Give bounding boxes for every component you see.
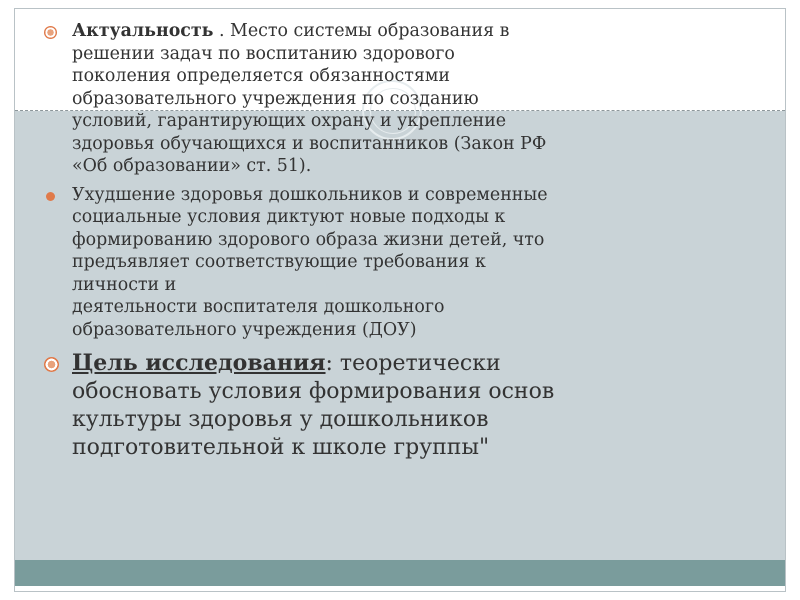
bullet-line: подготовительной к школе группы"	[72, 435, 490, 460]
bullet-line: культуры здоровья у дошкольников	[72, 407, 489, 432]
bullet-line: личности и	[72, 274, 177, 295]
bullet-line: формированию здорового образа жизни детей, что	[72, 229, 545, 250]
relevance-heading: Актуальность	[72, 21, 214, 41]
bullet-icon	[44, 26, 57, 39]
goal-heading: Цель исследования	[72, 350, 326, 376]
bullet-line	[72, 349, 684, 378]
bullet-line: решении задач по воспитанию здорового	[72, 43, 455, 64]
bullet-line	[72, 20, 684, 43]
bullet-line: образовательного учреждения по созданию	[72, 88, 479, 109]
bullet-line: условий, гарантирующих охрану и укрепление	[72, 111, 507, 131]
bullet-icon	[46, 192, 55, 201]
bullet-line: здоровья обучающихся и воспитанников (Закон РФ	[72, 133, 547, 154]
bullet-text: . Место системы образования в	[213, 21, 510, 41]
bullet-line: предъявляет соответствующие требования к	[72, 252, 486, 272]
bullet-line: деятельности воспитателя дошкольного	[72, 297, 445, 317]
bullet-line: образовательного учреждения (ДОУ)	[72, 319, 417, 340]
bullet-line: Ухудшение здоровья дошкольников и современные	[72, 184, 548, 205]
slide-content	[44, 20, 684, 462]
bullet-relevance	[44, 20, 684, 178]
bullet-text: : теоретически	[325, 351, 501, 376]
bullet-research-goal	[44, 349, 684, 462]
bullet-health-decline	[44, 184, 684, 342]
footer-band	[15, 560, 785, 586]
bullet-line: социальные условия диктуют новые подходы к	[72, 207, 506, 227]
bullet-line: «Об образовании» ст. 51).	[72, 156, 312, 176]
bullet-line: обосновать условия формирования основ	[72, 379, 555, 404]
bullet-line: поколения определяется обязанностями	[72, 66, 450, 86]
bullet-icon	[44, 357, 59, 372]
